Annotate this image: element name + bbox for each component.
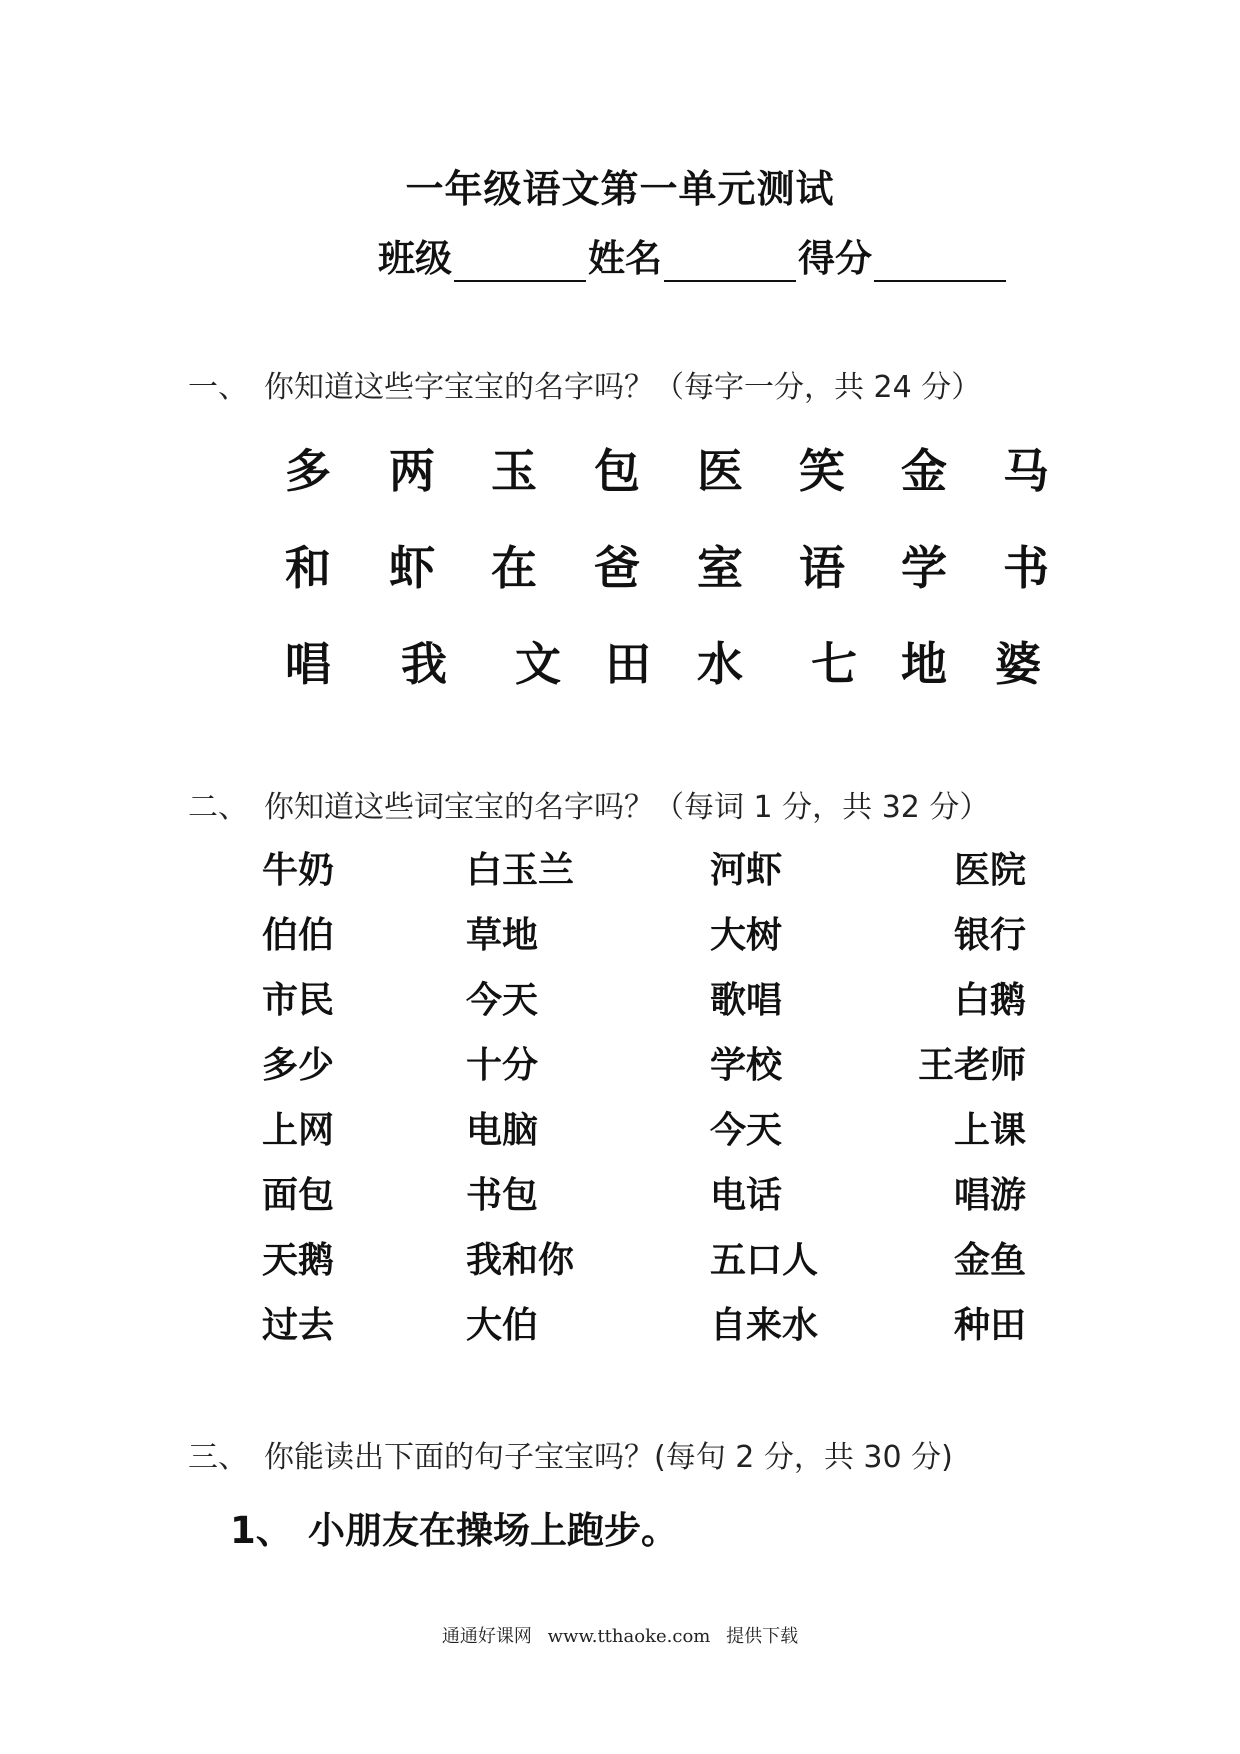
character-item: 在: [491, 541, 537, 595]
word-item: 银行: [953, 915, 1026, 956]
word-item: 多少: [262, 1045, 335, 1086]
character-item: 玉: [491, 444, 537, 498]
character-item: 婆: [995, 637, 1041, 691]
word-item: 五口人: [710, 1240, 819, 1281]
sentence-text: 小朋友在操场上跑步。: [308, 1509, 678, 1552]
character-item: 室: [697, 541, 743, 595]
character-item: 地: [901, 637, 947, 691]
word-item: 市民: [262, 980, 335, 1021]
character-item: 和: [285, 541, 331, 595]
character-item: 多: [285, 444, 331, 498]
word-item: 学校: [710, 1045, 783, 1086]
character-item: 包: [594, 444, 640, 498]
word-item: 医院: [953, 850, 1026, 891]
page-title: 一年级语文第一单元测试: [405, 167, 835, 211]
footer: [0, 1622, 1240, 1648]
character-item: 语: [799, 541, 845, 595]
character-item: 金: [901, 444, 947, 498]
class-blank: [454, 246, 586, 282]
section3-number: 三、: [188, 1440, 248, 1475]
word-item: 河虾: [710, 850, 783, 891]
character-row: [0, 435, 1240, 498]
footer-suffix: 提供下载: [726, 1626, 799, 1647]
word-item: 大树: [710, 915, 783, 956]
character-row: [0, 628, 1240, 691]
word-item: 王老师: [917, 1045, 1026, 1086]
character-item: 唱: [285, 637, 331, 691]
character-item: 我: [401, 637, 447, 691]
section2-number: 二、: [188, 790, 248, 825]
character-item: 虾: [389, 541, 435, 595]
sentence-number: 1、: [230, 1509, 293, 1552]
word-item: 自来水: [710, 1305, 819, 1346]
section2-heading: [188, 782, 989, 826]
word-item: 电脑: [466, 1110, 539, 1151]
word-item: 伯伯: [262, 915, 335, 956]
section2-instruction: 你知道这些词宝宝的名字吗？（每词 1 分，共 32 分）: [264, 790, 990, 825]
word-item: 今天: [466, 980, 539, 1021]
word-item: 今天: [710, 1110, 783, 1151]
sentence-item: [230, 1500, 678, 1554]
section3-instruction: 你能读出下面的句子宝宝吗？(每句 2 分，共 30 分): [264, 1440, 953, 1475]
word-item: 过去: [262, 1305, 335, 1346]
word-item: 十分: [466, 1045, 539, 1086]
word-item: 白鹅: [953, 980, 1026, 1021]
word-item: 天鹅: [262, 1240, 335, 1281]
character-item: 田: [605, 637, 651, 691]
character-row: [0, 532, 1240, 595]
section1-heading: [188, 362, 981, 406]
word-item: 上网: [262, 1110, 335, 1151]
student-info-line: [378, 228, 1008, 282]
word-item: 白玉兰: [466, 850, 575, 891]
word-item: 种田: [953, 1305, 1026, 1346]
word-item: 上课: [953, 1110, 1026, 1151]
character-item: 医: [697, 444, 743, 498]
word-item: 歌唱: [710, 980, 783, 1021]
word-item: 金鱼: [953, 1240, 1026, 1281]
word-item: 大伯: [466, 1305, 539, 1346]
word-item: 面包: [262, 1175, 335, 1216]
footer-url: www.tthaoke.com: [547, 1626, 711, 1647]
character-item: 文: [515, 637, 561, 691]
word-item: 牛奶: [262, 850, 335, 891]
section1-instruction: 你知道这些字宝宝的名字吗？（每字一分，共 24 分）: [264, 370, 982, 405]
character-item: 书: [1003, 541, 1049, 595]
character-item: 马: [1003, 444, 1049, 498]
character-item: 学: [901, 541, 947, 595]
score-label: 得分: [798, 237, 872, 280]
word-item: 唱游: [953, 1175, 1026, 1216]
class-label: 班级: [378, 237, 452, 280]
character-item: 爸: [594, 541, 640, 595]
footer-site-name: 通通好课网: [441, 1626, 532, 1647]
name-blank: [664, 246, 796, 282]
section3-heading: [188, 1432, 953, 1476]
word-item: 草地: [466, 915, 539, 956]
character-item: 两: [389, 444, 435, 498]
word-item: 书包: [466, 1175, 539, 1216]
score-blank: [874, 246, 1006, 282]
character-item: 笑: [799, 444, 845, 498]
name-label: 姓名: [588, 237, 662, 280]
character-item: 七: [811, 637, 857, 691]
section1-number: 一、: [188, 370, 248, 405]
word-item: 我和你: [466, 1240, 575, 1281]
word-item: 电话: [710, 1175, 783, 1216]
character-item: 水: [697, 637, 743, 691]
